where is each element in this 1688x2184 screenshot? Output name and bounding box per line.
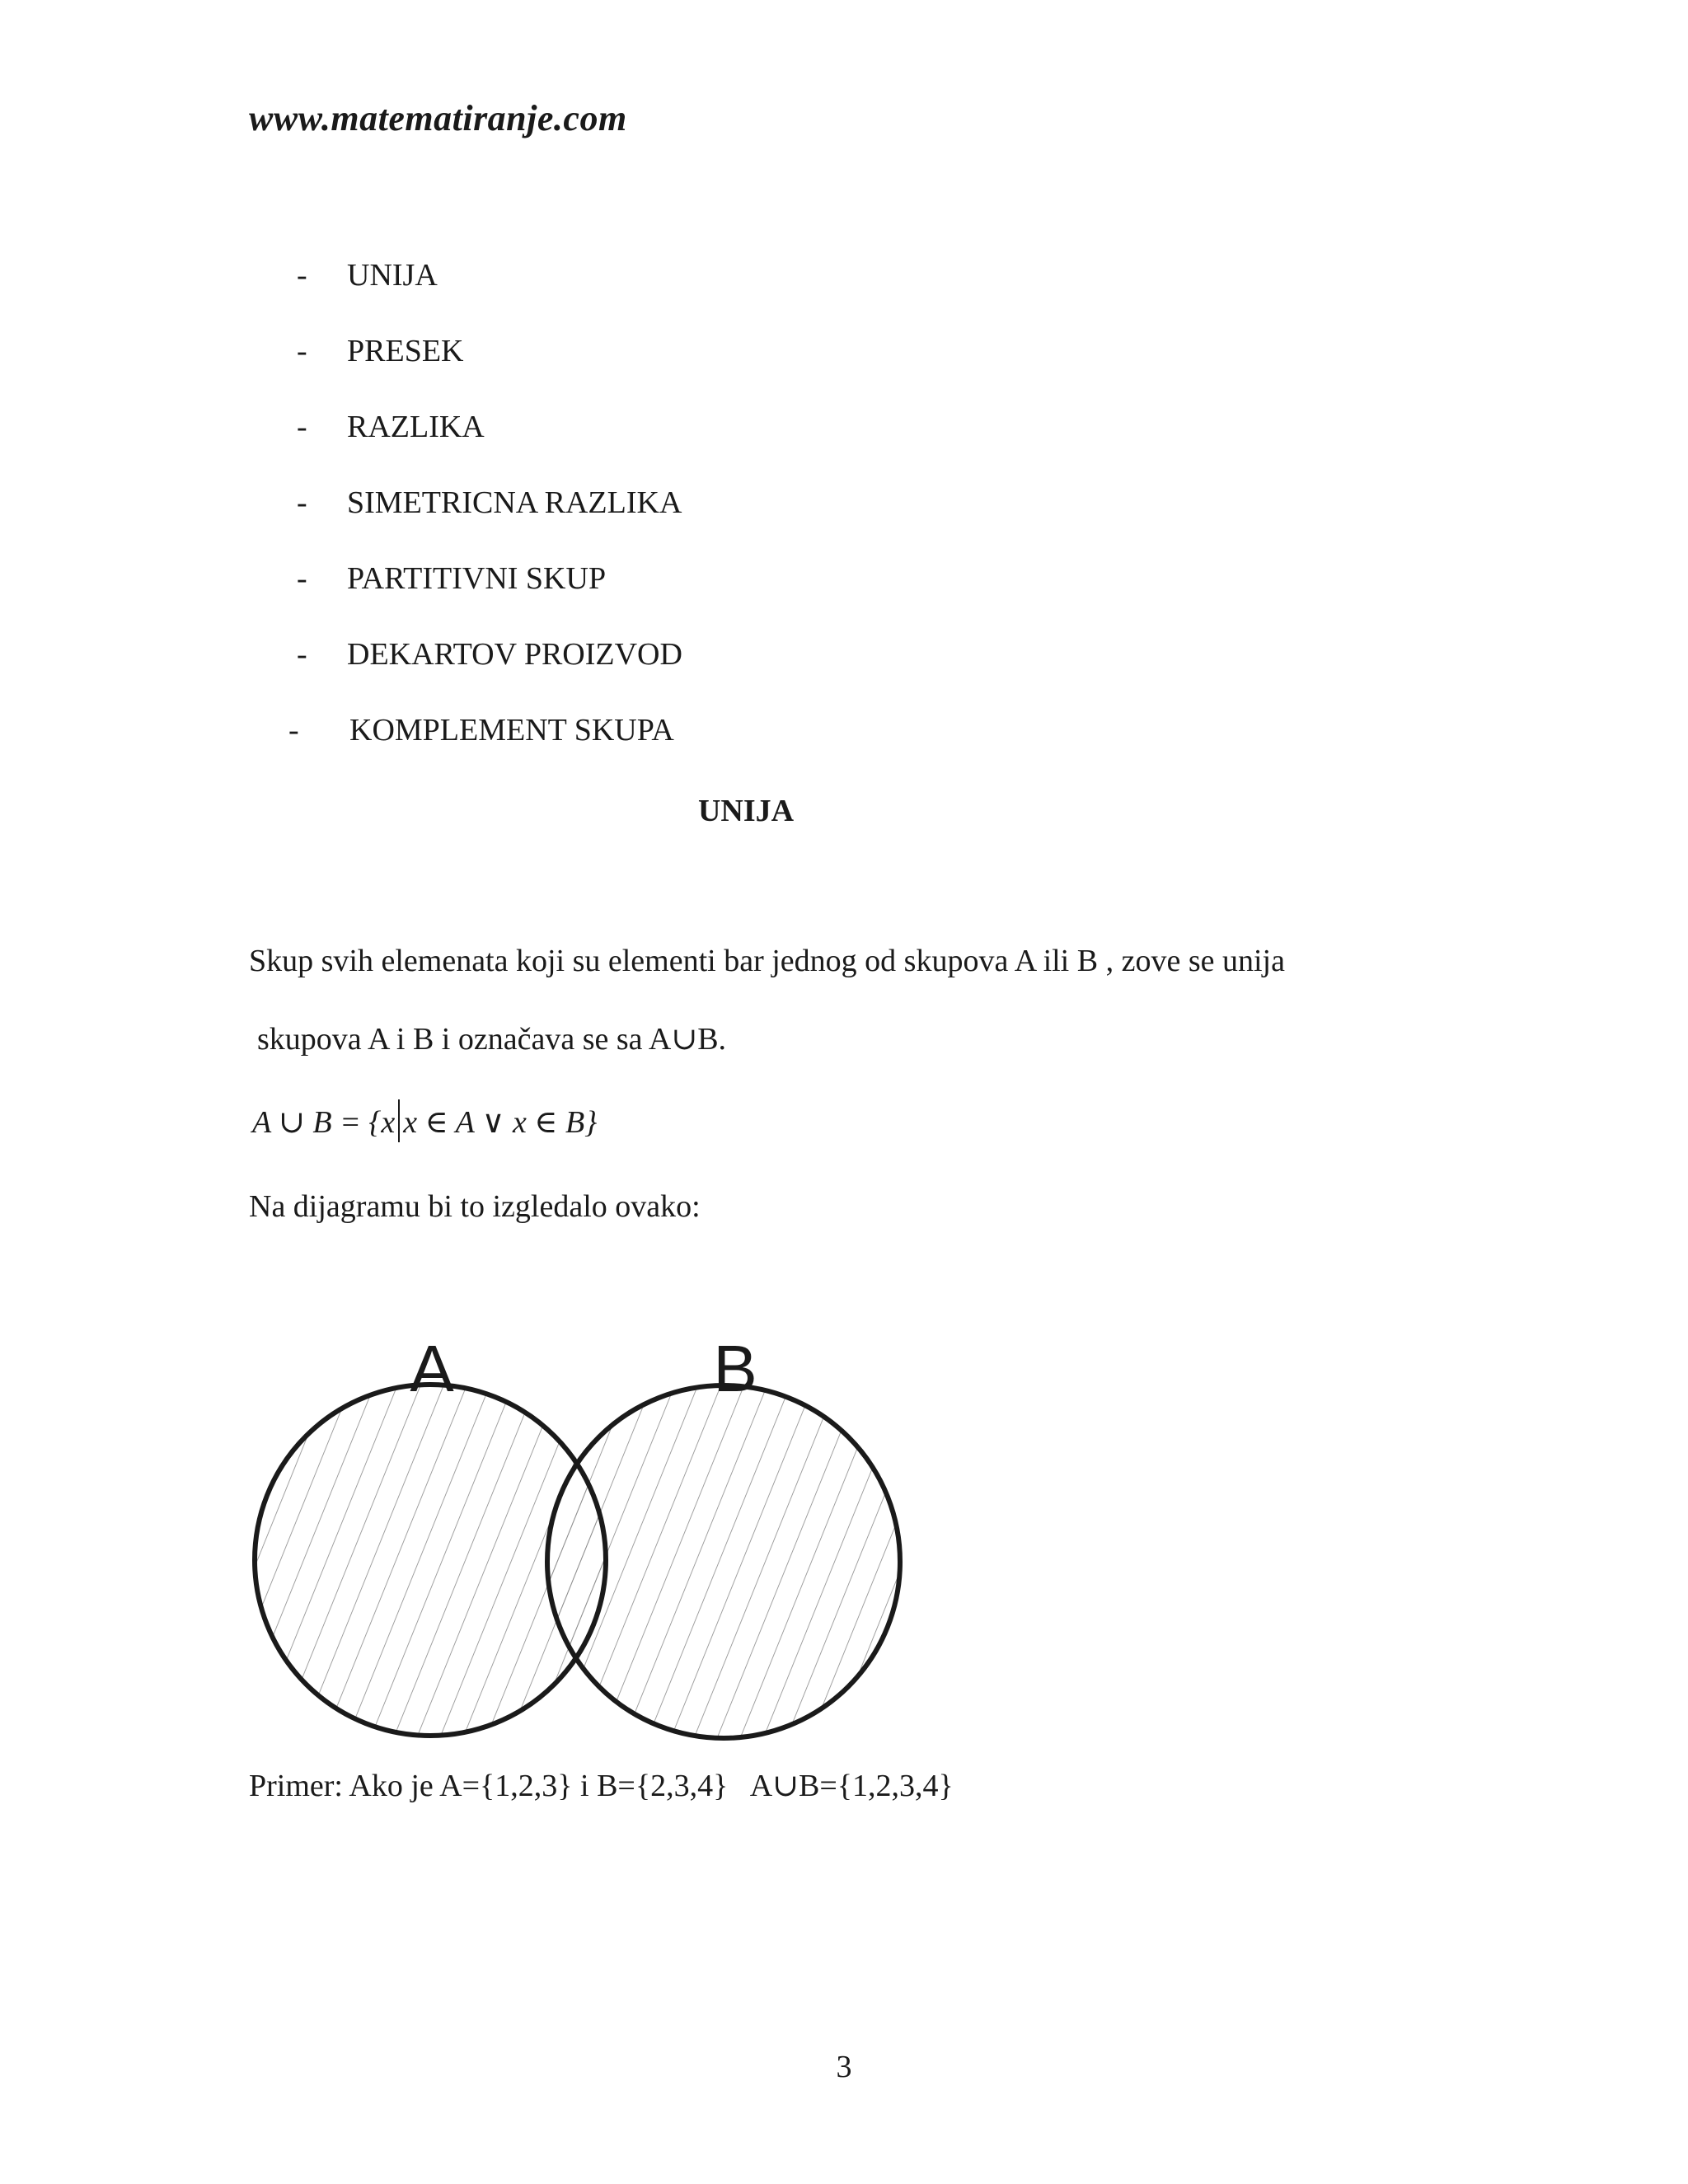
- union-formula: [252, 1099, 597, 1142]
- set-a-label: A: [410, 1332, 454, 1405]
- topic-label: PARTITIVNI SKUP: [347, 561, 607, 596]
- page-number: 3: [836, 2050, 852, 2084]
- diagram-intro: Na dijagramu bi to izgledalo ovako:: [249, 1189, 701, 1224]
- formula-lhs: A ∪ B = {x: [252, 1105, 396, 1140]
- list-dash: -: [297, 637, 307, 672]
- topic-label: KOMPLEMENT SKUPA: [349, 713, 674, 748]
- such-that-bar: [398, 1099, 400, 1142]
- definition-line-1: Skup svih elemenata koji su elementi bar jednog od skupova A ili B , zove se unija: [249, 944, 1285, 978]
- topic-label: RAZLIKA: [347, 410, 485, 444]
- topic-label: PRESEK: [347, 334, 464, 368]
- site-header: www.matematiranje.com: [249, 98, 627, 138]
- formula-rhs: x ∈ A ∨ x ∈ B}: [403, 1105, 598, 1140]
- list-dash: -: [297, 258, 307, 293]
- list-dash: -: [297, 334, 307, 368]
- topic-label: SIMETRICNA RAZLIKA: [347, 485, 682, 520]
- set-b-label: B: [713, 1332, 757, 1405]
- topic-label: UNIJA: [347, 258, 438, 293]
- definition-line-2: skupova A i B i označava se sa A∪B.: [257, 1022, 727, 1057]
- list-dash: -: [288, 713, 299, 748]
- list-dash: -: [297, 485, 307, 520]
- list-dash: -: [297, 561, 307, 596]
- venn-diagram: [239, 1319, 923, 1747]
- example-text: Primer: Ako je A={1,2,3} i B={2,3,4} A∪B={1,2,3,4}: [249, 1769, 954, 1803]
- list-dash: -: [297, 410, 307, 444]
- section-title: UNIJA: [697, 794, 795, 828]
- topic-label: DEKARTOV PROIZVOD: [347, 637, 682, 672]
